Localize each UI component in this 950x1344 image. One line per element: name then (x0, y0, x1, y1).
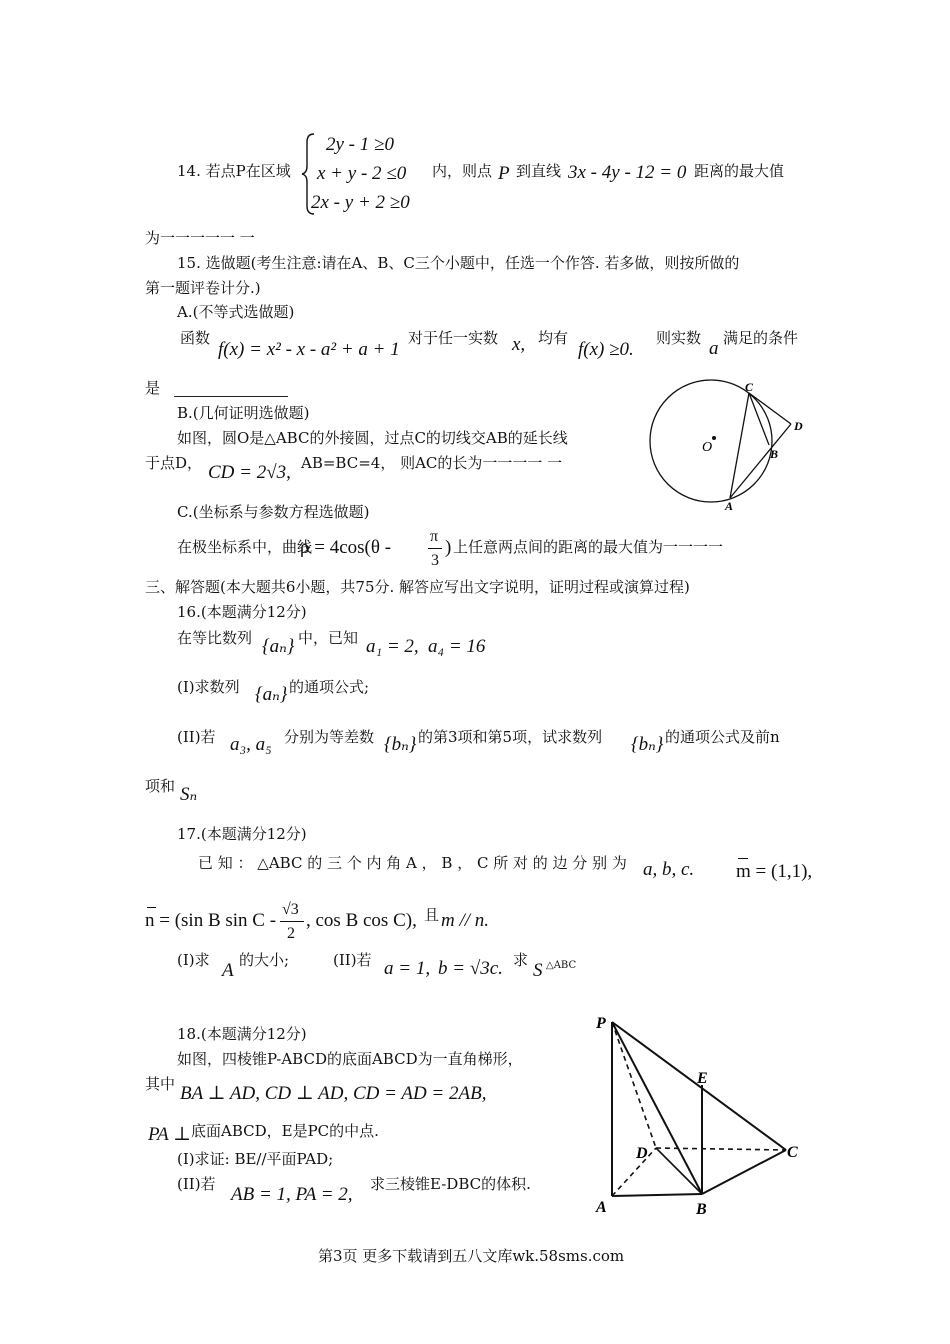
edge-bc (702, 1150, 786, 1194)
q17-abc: a, b, c. (643, 859, 695, 880)
circle-figure (648, 378, 818, 514)
q15b-cd: CD = 2√3, (208, 462, 291, 483)
segment-ad (730, 424, 791, 498)
label-c: C (745, 380, 754, 394)
q15c-pre: 在极坐标系中，曲线 (177, 538, 313, 556)
q17-and: 且 (424, 906, 440, 924)
q17-n-left: n = (sin B sin C - (145, 910, 277, 931)
q17-m-arrow (738, 858, 748, 859)
q15a-text3: 则实数 (656, 329, 702, 347)
q16-title: 16.(本题满分12分) (177, 603, 307, 621)
q18-l1: 如图，四棱锥P-ABCD的底面ABCD为一直角梯形， (177, 1050, 523, 1068)
q18-l3-post: 底面ABCD，E是PC的中点. (191, 1122, 379, 1140)
edge-ad (612, 1148, 656, 1196)
q16-p2-mid: 分别为等差数 (284, 728, 375, 746)
q15b-line1: 如图，圆O是△ABC的外接圆，过点C的切线交AB的延长线 (177, 429, 568, 447)
q16-p1-seq: {aₙ} (255, 684, 288, 705)
q16-seq-a: {aₙ} (262, 636, 295, 657)
q17-p1: (I)求 (177, 951, 210, 969)
q16-p1-post: 的通项公式; (289, 678, 370, 696)
q17-p1-a: A (222, 960, 234, 981)
q17-p2: (II)若 (333, 951, 372, 969)
q17-s-sub: △ABC (546, 960, 577, 971)
q15c-title: C.(坐标系与参数方程选做题) (177, 503, 370, 521)
q16-p2-post: 的通项公式及前n (665, 728, 780, 746)
q17-n-arrow (147, 907, 156, 908)
edge-dc (656, 1148, 786, 1150)
q15c-post: 上任意两点间的距离的最大值为一一一一 (453, 538, 724, 556)
q15a-text1: 对于任一实数 (408, 329, 499, 347)
q15a-text2: 均有 (538, 329, 569, 347)
q15c-frac-den: 3 (431, 552, 439, 569)
q18-title: 18.(本题满分12分) (177, 1025, 307, 1043)
q14-ineq-3: 2x - y + 2 ≥0 (311, 192, 410, 213)
q15a-answer-blank (174, 396, 288, 397)
q16-seq-b: {bₙ} (384, 734, 417, 755)
q18-l2-pre: 其中 (145, 1075, 176, 1093)
q18-p1: (I)求证: BE//平面PAD; (177, 1150, 334, 1168)
q17-cond2: b = √3c. (438, 958, 503, 979)
edge-ab (612, 1194, 702, 1196)
edge-db (656, 1148, 702, 1194)
q14-suffix: 距离的最大值 (694, 162, 785, 180)
q15a-var: x, (512, 334, 526, 355)
label-p: P (596, 1015, 606, 1032)
q18-p2-post: 求三棱锥E-DBC的体积. (370, 1175, 531, 1193)
q16-a1: a₁ = 2, (366, 636, 419, 657)
label-b: B (770, 447, 779, 461)
q17-l1: 已 知 ： △ABC 的 三 个 内 角 A ， B ， C 所 对 的 边 分 别 为 (198, 854, 627, 872)
section3-heading: 三、解答题(本大题共6小题，共75分. 解答应写出文字说明，证明过程或演算过程) (145, 578, 690, 596)
q14-point: P (498, 163, 510, 184)
q15a-func-label: 函数 (180, 329, 211, 347)
segment-ac (730, 393, 749, 498)
q15c-eq-right: ) (445, 537, 452, 558)
label-c: C (787, 1144, 798, 1161)
label-d: D (636, 1145, 648, 1162)
q17-frac-den: 2 (287, 925, 295, 942)
q15a-func: f(x) = x² - x - a² + a + 1 (218, 339, 400, 360)
q15b-title: B.(几何证明选做题) (177, 404, 310, 422)
q16-seq-b-2: {bₙ} (631, 734, 664, 755)
q15b-line2-post: AB=BC=4， 则AC的长为一一一一 一 (301, 454, 563, 472)
q16-l1-pre: 在等比数列 (177, 629, 253, 647)
q14-prefix: 14. 若点P在区域 (177, 162, 291, 180)
label-a: A (596, 1199, 607, 1216)
pyramid-figure (590, 1008, 810, 1220)
q14-mid2: 到直线 (516, 162, 562, 180)
q17-parallel: m // n. (441, 910, 490, 931)
q16-p2-mid2: 的第3项和第5项，试求数列 (418, 728, 603, 746)
q15a-line2: 是 (145, 379, 161, 397)
label-b: B (696, 1201, 707, 1218)
q14-ineq-1: 2y - 1 ≥0 (326, 134, 394, 155)
q16-l1-mid: 中，已知 (298, 629, 359, 647)
q17-title: 17.(本题满分12分) (177, 825, 307, 843)
q17-p2-post: 求 (513, 951, 529, 969)
q17-p1-post: 的大小; (239, 951, 290, 969)
q16-a3a5: a₃, a₅ (230, 734, 272, 755)
q18-l2-math: BA ⊥ AD, CD ⊥ AD, CD = AD = 2AB, (180, 1083, 487, 1104)
q16-a4: a₄ = 16 (428, 636, 486, 657)
q18-cond: AB = 1, PA = 2, (231, 1184, 353, 1205)
q15c-frac-num: π (430, 528, 439, 545)
q15a-cond: f(x) ≥0. (578, 339, 634, 360)
q16-p2-pre: (II)若 (177, 728, 216, 746)
q15a-text4: 满足的条件 (723, 329, 799, 347)
q17-n-right: , cos B cos C), (306, 910, 417, 931)
q15a-title: A.(不等式选做题) (177, 303, 295, 321)
label-a: A (725, 499, 734, 513)
q15c-eq-left: ρ = 4cos(θ - (300, 537, 392, 558)
q15-line1: 15. 选做题(考生注意:请在A、B、C三个小题中，任选一个作答. 若多做，则按所做的 (177, 254, 740, 272)
q14-line-eq: 3x - 4y - 12 = 0 (568, 162, 687, 183)
q14-ineq-2: x + y - 2 ≤0 (317, 163, 407, 184)
q17-cond1: a = 1, (384, 958, 431, 979)
q16-sn: Sₙ (180, 784, 198, 805)
q14-mid1: 内，则点 (432, 162, 493, 180)
center-dot (712, 436, 716, 440)
page-footer: 第3页 更多下载请到五八文库wk.58sms.com (318, 1247, 625, 1265)
q15-line2: 第一题评卷计分.) (145, 279, 261, 297)
q16-p1-pre: (I)求数列 (177, 678, 240, 696)
q15b-line2-pre: 于点D， (145, 454, 203, 472)
q14-line2: 为一一一一一 一 (145, 229, 255, 247)
label-d: D (794, 419, 803, 433)
edge-pd (612, 1022, 656, 1148)
label-o: O (702, 440, 713, 455)
q18-l3-math: PA ⊥ (148, 1124, 192, 1145)
label-e: E (697, 1070, 708, 1087)
q18-p2: (II)若 (177, 1175, 216, 1193)
edge-pb (612, 1022, 702, 1194)
q17-m-vec: m = (1,1), (736, 861, 813, 882)
q15c-frac-bar (428, 548, 442, 549)
q15a-a: a (709, 338, 719, 359)
q17-frac-bar (280, 921, 304, 922)
q17-s: S (533, 960, 543, 981)
q17-frac-num: √3 (282, 901, 299, 918)
q16-last-pre: 项和 (145, 777, 176, 795)
